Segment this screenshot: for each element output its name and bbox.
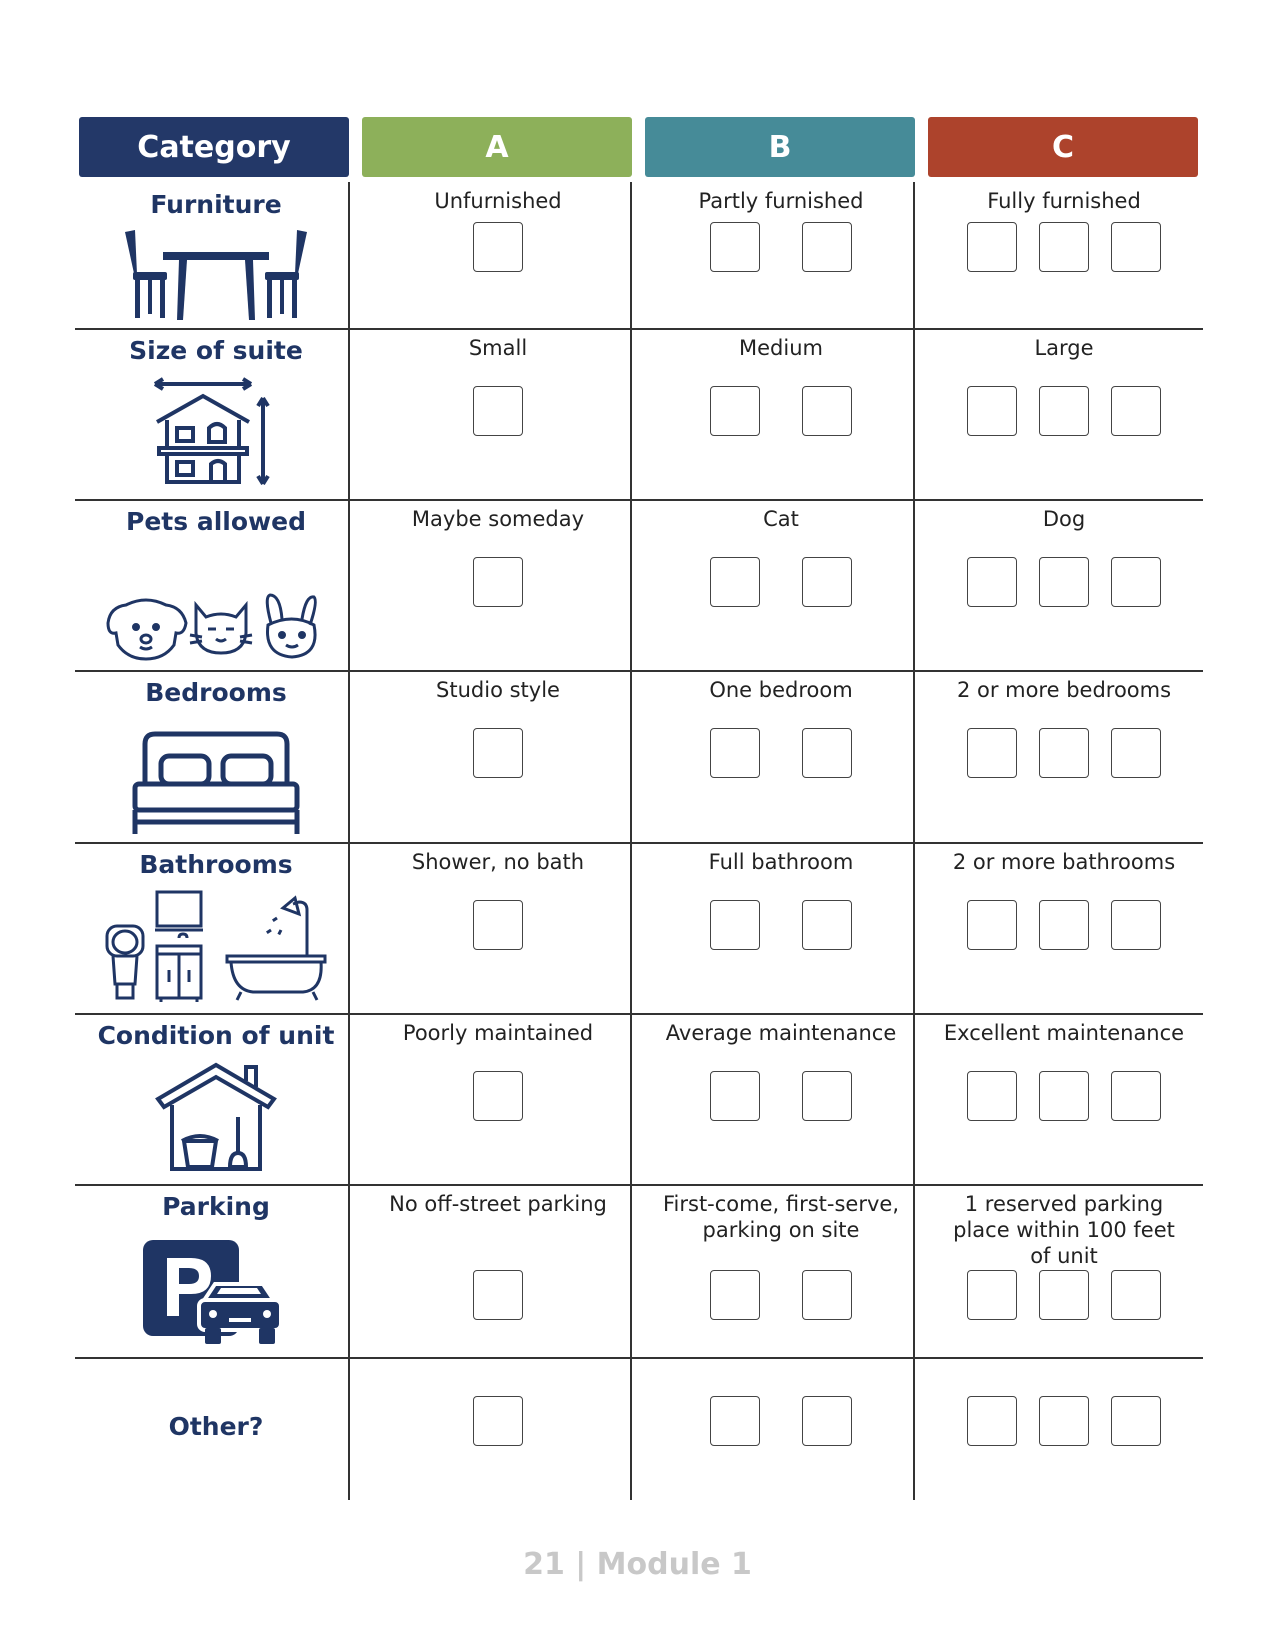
checkbox[interactable]	[802, 557, 852, 607]
header-column-a: A	[362, 117, 632, 177]
option-cell-b	[640, 501, 922, 670]
category-cell	[75, 1015, 357, 1184]
category-cell	[75, 672, 357, 842]
table-row	[75, 330, 1203, 499]
option-label-b: Medium	[739, 336, 823, 360]
option-cell-a	[357, 844, 639, 1013]
checkbox[interactable]	[1111, 728, 1161, 778]
option-cell-a	[357, 672, 639, 842]
category-cell	[75, 844, 357, 1013]
option-label-b: Partly furnished	[698, 189, 864, 213]
parking-car-icon	[141, 1238, 291, 1348]
category-cell	[75, 182, 357, 328]
checkbox[interactable]	[967, 557, 1017, 607]
checkbox[interactable]	[1111, 386, 1161, 436]
header-column-c: C	[928, 117, 1198, 177]
checkbox[interactable]	[1039, 728, 1089, 778]
checkbox[interactable]	[710, 728, 760, 778]
checkbox[interactable]	[967, 1396, 1017, 1446]
category-label: Other?	[168, 1412, 264, 1441]
house-cleaning-icon	[154, 1061, 278, 1173]
option-cell-c	[923, 1186, 1205, 1357]
checkbox[interactable]	[1039, 1270, 1089, 1320]
checkbox[interactable]	[1039, 557, 1089, 607]
checkbox[interactable]	[710, 557, 760, 607]
bathroom-icon	[103, 890, 329, 1002]
category-cell	[75, 330, 357, 499]
checkbox[interactable]	[967, 728, 1017, 778]
table-chairs-icon	[123, 228, 309, 320]
checkbox[interactable]	[710, 222, 760, 272]
checkbox[interactable]	[802, 728, 852, 778]
checkbox[interactable]	[1111, 1270, 1161, 1320]
option-cell-a	[357, 1359, 639, 1500]
page-footer: 21 | Module 1	[523, 1547, 752, 1582]
option-label-a: No off-street parking	[389, 1192, 607, 1216]
option-label-c: Large	[1034, 336, 1094, 360]
checkbox[interactable]	[802, 386, 852, 436]
option-cell-c	[923, 1015, 1205, 1184]
option-cell-a	[357, 1186, 639, 1357]
checkbox[interactable]	[710, 1270, 760, 1320]
category-label: Pets allowed	[126, 507, 306, 536]
option-cell-a	[357, 1015, 639, 1184]
table-row	[75, 1015, 1203, 1184]
checkbox[interactable]	[802, 222, 852, 272]
checkbox[interactable]	[473, 222, 523, 272]
checkbox[interactable]	[1039, 222, 1089, 272]
table-row	[75, 1186, 1203, 1357]
option-cell-b	[640, 844, 922, 1013]
option-label-b: First-come, first-serve, parking on site	[662, 1192, 900, 1242]
checkbox[interactable]	[802, 900, 852, 950]
option-label-c: Dog	[1042, 507, 1086, 531]
checkbox[interactable]	[710, 900, 760, 950]
checkbox[interactable]	[473, 1071, 523, 1121]
checkbox[interactable]	[1039, 1396, 1089, 1446]
option-cell-c	[923, 1359, 1205, 1500]
checkbox[interactable]	[1111, 900, 1161, 950]
option-cell-c	[923, 844, 1205, 1013]
checkbox[interactable]	[1039, 1071, 1089, 1121]
checkbox[interactable]	[1111, 222, 1161, 272]
checkbox[interactable]	[473, 557, 523, 607]
category-label: Size of suite	[129, 336, 303, 365]
option-cell-b	[640, 1186, 922, 1357]
checkbox[interactable]	[473, 1270, 523, 1320]
house-dimensions-icon	[151, 376, 281, 486]
category-cell	[75, 1359, 357, 1500]
option-cell-b	[640, 1015, 922, 1184]
option-label-b: Full bathroom	[708, 850, 854, 874]
option-label-a: Shower, no bath	[411, 850, 585, 874]
checkbox[interactable]	[967, 900, 1017, 950]
checkbox[interactable]	[1039, 386, 1089, 436]
option-label-c: Fully furnished	[987, 189, 1141, 213]
checkbox[interactable]	[1111, 1396, 1161, 1446]
option-label-a: Studio style	[436, 678, 560, 702]
checkbox[interactable]	[967, 1270, 1017, 1320]
checkbox[interactable]	[967, 222, 1017, 272]
checkbox[interactable]	[1039, 900, 1089, 950]
checkbox[interactable]	[473, 900, 523, 950]
option-cell-b	[640, 672, 922, 842]
option-cell-c	[923, 182, 1205, 328]
option-cell-b	[640, 182, 922, 328]
option-label-b: Average maintenance	[665, 1021, 897, 1045]
checkbox[interactable]	[802, 1270, 852, 1320]
option-cell-b	[640, 1359, 922, 1500]
option-cell-b	[640, 330, 922, 499]
option-label-b: One bedroom	[709, 678, 853, 702]
option-cell-c	[923, 330, 1205, 499]
option-label-c: 1 reserved parking place within 100 feet of unit	[953, 1192, 1175, 1268]
option-label-c: Excellent maintenance	[943, 1021, 1185, 1045]
table-row	[75, 182, 1203, 328]
checkbox[interactable]	[1111, 557, 1161, 607]
checkbox[interactable]	[967, 1071, 1017, 1121]
table-row	[75, 501, 1203, 670]
option-cell-c	[923, 672, 1205, 842]
checkbox[interactable]	[710, 1396, 760, 1446]
table-row	[75, 844, 1203, 1013]
option-cell-a	[357, 182, 639, 328]
option-label-b: Cat	[763, 507, 799, 531]
checkbox[interactable]	[802, 1071, 852, 1121]
checkbox[interactable]	[1111, 1071, 1161, 1121]
option-cell-a	[357, 330, 639, 499]
checkbox[interactable]	[710, 386, 760, 436]
rating-table	[75, 182, 1203, 1500]
table-row	[75, 1359, 1203, 1500]
option-label-a: Poorly maintained	[402, 1021, 594, 1045]
category-label: Parking	[162, 1192, 270, 1221]
checkbox[interactable]	[710, 1071, 760, 1121]
category-label: Bathrooms	[139, 850, 293, 879]
category-cell	[75, 1186, 357, 1357]
category-cell	[75, 501, 357, 670]
category-label: Furniture	[150, 190, 282, 219]
checkbox[interactable]	[802, 1396, 852, 1446]
header-category: Category	[79, 117, 349, 177]
header-column-b: B	[645, 117, 915, 177]
table-row	[75, 672, 1203, 842]
checkbox[interactable]	[967, 386, 1017, 436]
option-label-c: 2 or more bedrooms	[956, 678, 1172, 702]
option-label-c: 2 or more bathrooms	[952, 850, 1176, 874]
checkbox[interactable]	[473, 728, 523, 778]
category-label: Condition of unit	[97, 1021, 335, 1050]
bed-icon	[131, 730, 301, 838]
option-cell-c	[923, 501, 1205, 670]
checkbox[interactable]	[473, 1396, 523, 1446]
option-label-a: Small	[468, 336, 528, 360]
category-label: Bedrooms	[145, 678, 287, 707]
pets-icon	[106, 593, 326, 661]
option-cell-a	[357, 501, 639, 670]
checkbox[interactable]	[473, 386, 523, 436]
option-label-a: Unfurnished	[434, 189, 562, 213]
option-label-a: Maybe someday	[411, 507, 585, 531]
